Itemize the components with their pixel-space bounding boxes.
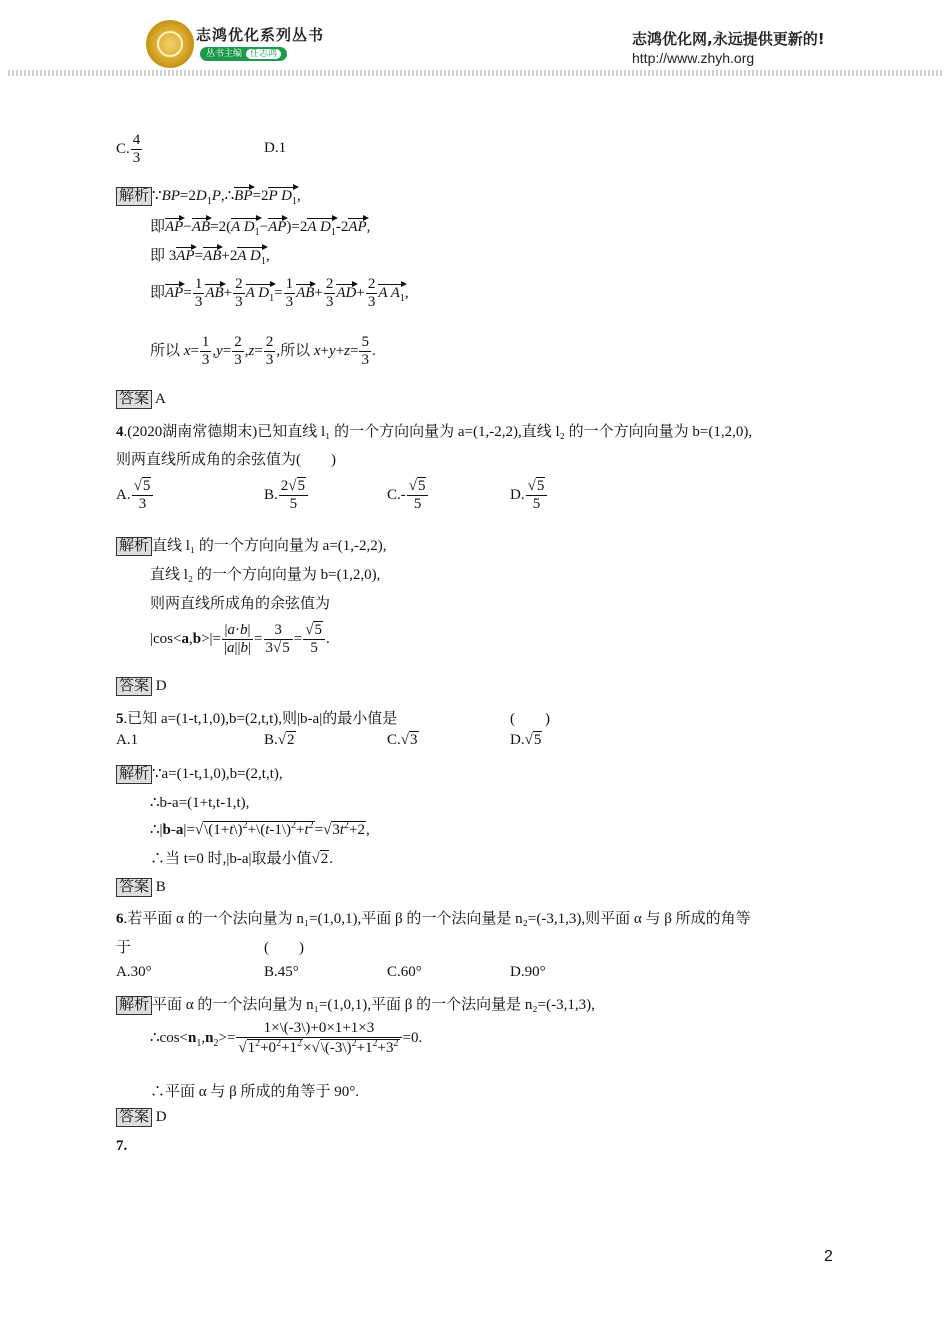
q6-option-c: C.60°: [387, 964, 422, 980]
editor-label: 丛书主编: [206, 49, 243, 59]
q6-analysis-line3: ∴平面 α 与 β 所成的角等于 90°.: [150, 1084, 359, 1100]
q5-option-d: D.√5: [510, 732, 542, 748]
q4-analysis-line3: 则两直线所成角的余弦值为: [150, 596, 331, 612]
page-number: 2: [824, 1248, 833, 1265]
q4-option-b: B. $\frac{2√5}{5}$: [264, 478, 309, 514]
editor-badge: [200, 47, 287, 61]
q6-analysis-line1: 解析 平面 α 的一个法向量为 n₁=(1,0,1),平面 β 的一个法向量是 n₂=(-3,1,3),: [116, 993, 595, 1015]
q5-answer: 答案 B: [116, 878, 166, 897]
q4-stem-2: 则两直线所成角的余弦值为( ): [116, 452, 336, 468]
q3-option-c: C. $\frac{4}{3}$: [116, 132, 141, 167]
site-url[interactable]: http://www.zhyh.org: [632, 50, 755, 66]
q4-option-a: A. $\frac{√5}{3}$: [116, 478, 154, 514]
q4-option-c: C.- $\frac{√5}{5}$: [387, 478, 429, 514]
q4-answer: 答案 D: [116, 677, 167, 696]
q5-analysis-line3: $\therefore|b-a|=√\backslash(1+t\backslash)^2+\backslash(t-1\backslash)^2+t^2=√3t^2+2$,: [150, 820, 370, 838]
q4-analysis-formula: |cos<a,b>|= $\frac{|a\cdot b|}{|a||b|}$ = $\frac{3}{3√5}$ = $\frac{√5}{5}$ .: [150, 622, 330, 657]
series-title: 志鸿优化系列丛书: [196, 26, 325, 44]
analysis-tag: 解析: [116, 187, 152, 206]
q3-analysis-line4: 即AP= $\frac{1}{3}$ AB+ $\frac{2}{3}$ A $D_1=$ $\frac{1}{3}$ AB+ $\frac{2}{3}$ AD+ $\frac{2}{3}$ A $A_1$,: [150, 276, 409, 311]
q6-analysis-formula: $\therefore\cos<n_1,n_2>=$ $\frac{1\times\backslash(-3\backslash)+0\times 1+1\times 3}{√1^2+0^2+1^2\times√\backslash(-3\backslash)^2+1^2+3^2}$ =0.: [150, 1020, 423, 1057]
q6-answer: 答案 D: [116, 1108, 167, 1127]
q6-option-d: D.90°: [510, 964, 546, 980]
q3-option-d: D.1: [264, 140, 287, 156]
header-rule: [8, 70, 942, 76]
publisher-logo: [146, 20, 194, 68]
q5-stem: 5.已知 a=(1-t,1,0),b=(2,t,t),则|b-a|的最小值是: [116, 711, 398, 727]
q5-option-a: A.1: [116, 732, 139, 748]
q4-analysis-line2: 直线 l₂ 的一个方向向量为 b=(1,2,0),: [150, 567, 381, 583]
q4-stem: 4.(2020湖南常德期末)已知直线 l₁ 的一个方向向量为 a=(1,-2,2),直线 l₂ 的一个方向向量为 b=(1,2,0),: [116, 424, 753, 440]
q3-analysis-line2: 即AP−AB=2(A $D_1-AP)=2A$ $D_1-2AP$,: [150, 219, 371, 238]
q5-analysis-line1: 解析 ∵a=(1-t,1,0),b=(2,t,t),: [116, 764, 283, 784]
q5-option-c: C.√3: [387, 732, 418, 748]
q6-stem: 6.若平面 α 的一个法向量为 n₁=(1,0,1),平面 β 的一个法向量是 n₂=(-3,1,3),则平面 α 与 β 所成的角等: [116, 911, 751, 927]
editor-name: 任志鸿: [246, 49, 281, 59]
q5-paren: ( ): [510, 711, 550, 727]
q5-analysis-line2: ∴b-a=(1+t,t-1,t),: [150, 795, 250, 811]
answer-tag: 答案: [116, 390, 152, 409]
q6-stem-2: 于: [116, 940, 132, 956]
slogan: 志鸿优化网,永远提供更新的!: [632, 30, 825, 48]
q6-paren: ( ): [264, 940, 304, 956]
q7-stem: 7.: [116, 1138, 128, 1154]
q3-analysis-line5: 所以 x= $\frac{1}{3}$ ,y= $\frac{2}{3}$ ,z= $\frac{2}{3}$ ,所以 x+y+z= $\frac{5}{3}$ .: [150, 334, 376, 369]
q3-answer: 答案 A: [116, 390, 166, 409]
q5-analysis-line4: ∴当 t=0 时,|b-a|取最小值√2.: [150, 851, 334, 867]
q3-analysis-line3: 即 3AP=AB+2A $D_1$,: [150, 248, 270, 267]
q5-option-b: B.√2: [264, 732, 295, 748]
q4-analysis-line1: 解析 直线 l₁ 的一个方向向量为 a=(1,-2,2),: [116, 534, 387, 556]
q3-analysis-line1: 解析 $\because BP=2D_1P,\therefore BP=2P$ $D_1$,: [116, 186, 301, 207]
q6-option-b: B.45°: [264, 964, 299, 980]
q6-option-a: A.30°: [116, 964, 152, 980]
q4-option-d: D. $\frac{√5}{5}$: [510, 478, 548, 514]
